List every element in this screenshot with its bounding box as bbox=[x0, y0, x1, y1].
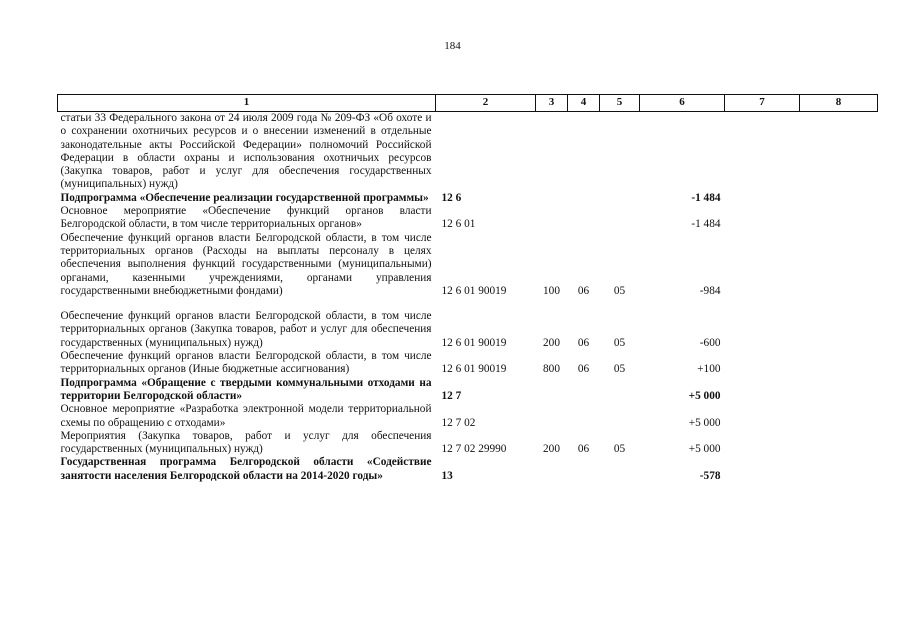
row-section: 06 bbox=[577, 284, 590, 297]
row-expense-type bbox=[536, 192, 568, 205]
row-expense-type bbox=[536, 205, 568, 232]
table-row bbox=[58, 205, 878, 232]
row-expense-type: 800 bbox=[543, 363, 560, 376]
col-header-6: 6 bbox=[640, 95, 725, 112]
row-code bbox=[436, 112, 536, 192]
row-col-7 bbox=[725, 377, 800, 404]
row-col-8 bbox=[800, 298, 878, 350]
row-subsection: 05 bbox=[613, 284, 626, 297]
table-row bbox=[58, 112, 878, 192]
page-number: 184 bbox=[444, 40, 461, 52]
table-row bbox=[58, 377, 878, 404]
row-description: Обеспечение функций органов власти Белгородской области, в том числе территориальных органов (Расходы на выплаты персоналу в целях обеспечения выполнения функций государственными (муниципальными) органами, казенными учреждениями, органами управления государственными внебюджетными фондами) bbox=[60, 231, 432, 297]
row-code: 12 6 bbox=[441, 191, 462, 204]
col-header-8: 8 bbox=[800, 95, 878, 112]
row-subsection bbox=[600, 192, 640, 205]
row-subsection bbox=[600, 403, 640, 430]
row-col-8 bbox=[800, 430, 878, 457]
row-description: статьи 33 Федерального закона от 24 июля 2009 года № 209-ФЗ «Об охоте и о сохранении охотничьих ресурсов и о внесении изменений в отдельные законодательные акты Российской Федерации» полномочий Российской Федерации в области охраны и использования охотничьих ресурсов (Закупка товаров, работ и услуг для обеспечения государственных (муниципальных) нужд) bbox=[60, 112, 432, 191]
row-section: 06 bbox=[577, 443, 590, 456]
row-subsection: 05 bbox=[613, 336, 626, 349]
row-description: Государственная программа Белгородской области «Содействие занятости населения Белгородской области на 2014-2020 годы» bbox=[60, 456, 432, 482]
col-header-3: 3 bbox=[536, 95, 568, 112]
col-header-2: 2 bbox=[436, 95, 536, 112]
row-amount: +5 000 bbox=[688, 443, 721, 456]
row-amount: +100 bbox=[697, 363, 721, 376]
col-header-1: 1 bbox=[58, 95, 436, 112]
row-col-7 bbox=[725, 403, 800, 430]
row-description: Основное мероприятие «Разработка электронной модели территориальной схемы по обращению с отходами» bbox=[60, 403, 432, 429]
row-subsection: 05 bbox=[613, 363, 626, 376]
row-expense-type bbox=[536, 377, 568, 404]
row-expense-type bbox=[536, 403, 568, 430]
row-expense-type bbox=[536, 112, 568, 192]
table-row bbox=[58, 192, 878, 205]
row-description: Мероприятия (Закупка товаров, работ и услуг для обеспечения государственных (муниципальных) нужд) bbox=[60, 429, 432, 456]
row-code: 13 bbox=[441, 469, 453, 482]
row-amount: -578 bbox=[699, 469, 721, 482]
row-col-7 bbox=[725, 350, 800, 377]
table-row bbox=[58, 232, 878, 298]
row-col-7 bbox=[725, 430, 800, 457]
header-row bbox=[58, 95, 878, 112]
col-header-7: 7 bbox=[725, 95, 800, 112]
row-code: 12 7 02 bbox=[441, 416, 476, 429]
row-expense-type bbox=[536, 456, 568, 483]
table-row bbox=[58, 456, 878, 483]
row-subsection bbox=[600, 456, 640, 483]
row-subsection: 05 bbox=[613, 443, 626, 456]
row-amount: -1 484 bbox=[691, 191, 721, 204]
row-section: 06 bbox=[577, 336, 590, 349]
row-col-8 bbox=[800, 350, 878, 377]
row-col-7 bbox=[725, 298, 800, 350]
row-description: Подпрограмма «Обеспечение реализации государственной программы» bbox=[60, 191, 429, 204]
row-section: 06 bbox=[577, 363, 590, 376]
row-code: 12 7 bbox=[441, 389, 462, 402]
row-code: 12 6 01 90019 bbox=[441, 336, 507, 349]
table-row bbox=[58, 403, 878, 430]
row-subsection bbox=[600, 205, 640, 232]
row-subsection bbox=[600, 377, 640, 404]
row-expense-type: 200 bbox=[543, 443, 560, 456]
row-section bbox=[568, 112, 600, 192]
row-col-8 bbox=[800, 205, 878, 232]
row-code: 12 6 01 90019 bbox=[441, 363, 507, 376]
row-col-8 bbox=[800, 403, 878, 430]
row-amount: -600 bbox=[699, 336, 721, 349]
row-amount bbox=[640, 112, 725, 192]
table-row bbox=[58, 430, 878, 457]
row-col-7 bbox=[725, 112, 800, 192]
row-col-8 bbox=[800, 112, 878, 192]
row-code: 12 6 01 bbox=[441, 218, 476, 231]
row-col-8 bbox=[800, 456, 878, 483]
row-col-7 bbox=[725, 232, 800, 298]
row-section bbox=[568, 377, 600, 404]
table-row bbox=[58, 350, 878, 377]
row-amount: -1 484 bbox=[691, 218, 721, 231]
col-header-5: 5 bbox=[600, 95, 640, 112]
row-section bbox=[568, 456, 600, 483]
row-expense-type: 100 bbox=[543, 284, 560, 297]
row-section bbox=[568, 403, 600, 430]
row-amount: -984 bbox=[699, 284, 721, 297]
row-col-7 bbox=[725, 456, 800, 483]
row-description: Подпрограмма «Обращение с твердыми коммунальными отходами на территории Белгородской области» bbox=[60, 376, 432, 402]
row-amount: +5 000 bbox=[688, 416, 721, 429]
row-expense-type: 200 bbox=[543, 336, 560, 349]
row-code: 12 7 02 29990 bbox=[441, 443, 507, 456]
row-section bbox=[568, 205, 600, 232]
row-col-8 bbox=[800, 192, 878, 205]
row-description: Обеспечение функций органов власти Белгородской области, в том числе территориальных органов (Закупка товаров, работ и услуг для обеспечения государственных (муниципальных) нужд) bbox=[60, 310, 432, 349]
table-row bbox=[58, 298, 878, 350]
row-description: Основное мероприятие «Обеспечение функций органов власти Белгородской области, в том числе территориальных органов» bbox=[60, 205, 432, 231]
budget-table bbox=[57, 94, 878, 483]
row-col-7 bbox=[725, 205, 800, 232]
row-code: 12 6 01 90019 bbox=[441, 284, 507, 297]
col-header-4: 4 bbox=[568, 95, 600, 112]
row-col-8 bbox=[800, 232, 878, 298]
row-amount: +5 000 bbox=[688, 389, 721, 402]
row-section bbox=[568, 192, 600, 205]
row-description: Обеспечение функций органов власти Белгородской области, в том числе территориальных органов (Иные бюджетные ассигнования) bbox=[60, 350, 432, 376]
row-col-7 bbox=[725, 192, 800, 205]
row-col-8 bbox=[800, 377, 878, 404]
row-subsection bbox=[600, 112, 640, 192]
